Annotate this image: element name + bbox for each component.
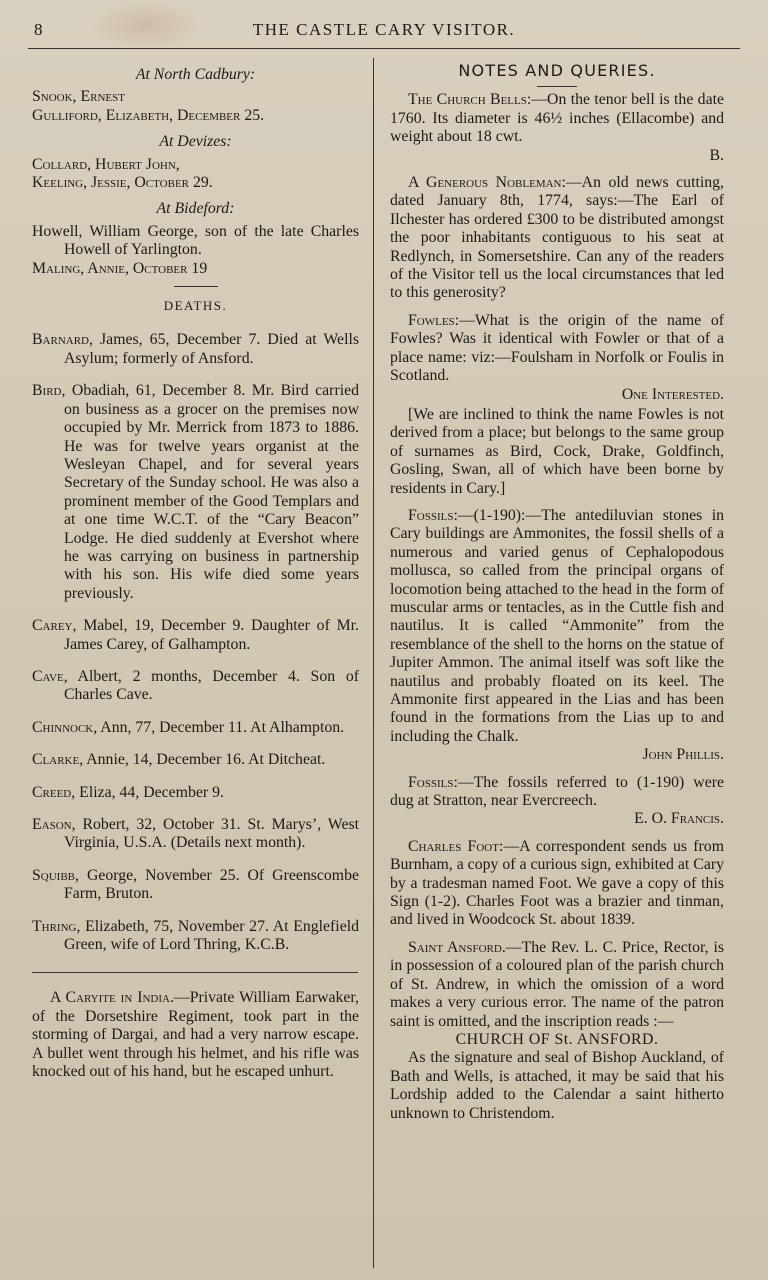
place-heading: At Bideford: (156, 200, 235, 218)
note-lead: Saint Ansford. (408, 938, 506, 956)
death-entry (32, 617, 359, 654)
death-text: James, 65, December 7. Died at Wells Asylum; formerly of Ansford. (64, 331, 359, 367)
death-entry (32, 382, 359, 603)
note-item (390, 507, 724, 765)
marriage-section (32, 66, 359, 133)
death-name: Barnard, (32, 331, 93, 349)
caryite-text: —Private William Earwaker, of the Dorsetshire Regiment, took part in the storming of Dargai, and had a very narrow escape. A bullet went through his helmet, and his rifle was knocked out of his hand, but he escaped unhurt. (32, 989, 359, 1081)
left-column (32, 66, 359, 1081)
marriage-section (32, 200, 359, 278)
marriage-entry: Snook, Ernest (32, 88, 125, 106)
section-rule (32, 972, 358, 973)
note-text: —The fossils referred to (1-190) were dug at Stratton, near Evercreech. (390, 773, 724, 810)
death-name: Clarke, (32, 751, 84, 769)
note-item (390, 91, 724, 165)
place-heading: At North Cadbury: (135, 66, 256, 83)
deaths-heading: DEATHS. (163, 298, 228, 314)
section-rule (537, 86, 577, 87)
marriage-entry: Maling, Annie, October 19 (32, 259, 208, 277)
death-entry (32, 867, 359, 904)
note-text: —A correspondent sends us from Burnham, a copy of a curious sign, exhibited at Cary by a tradesman named Foot. We gave a copy of this Sign (1-2). Charles Foot was a brazier and tinman, and lived in Woodcock St. about 1839. (390, 837, 724, 929)
caryite-lead: A Caryite in India. (50, 989, 174, 1007)
death-entry (32, 751, 359, 769)
note-text: [We are inclined to think the name Fowles is not derived from a place; but belongs to the same group of surnames as Bird, Cock, Drake, Goldfinch, Gosling, Swan, all of which have been borne by residents in Cary.] (390, 405, 724, 497)
death-text: George, November 25. Of Greenscombe Farm, Bruton. (64, 866, 360, 903)
header-rule (28, 48, 740, 49)
church-inscription: CHURCH OF St. ANSFORD. (455, 1030, 659, 1048)
death-name: Eason, (32, 816, 76, 833)
note-text: —The Rev. L. C. Price, Rector, is in possession of a coloured plan of the parish church of St. Andrew, in which the omission of a word makes a very curious error. The name of the patron saint is omitted, and the inscription reads :— (390, 938, 724, 1030)
note-lead: The Church Bells: (408, 91, 532, 109)
note-text: —On the tenor bell is the date 1760. Its diameter is 46½ inches (Ellacombe) and weight about 18 cwt. (390, 91, 724, 146)
death-entry (32, 719, 359, 737)
note-lead: Fowles: (408, 311, 460, 329)
death-text: Elizabeth, 75, November 27. At Englefield Green, wife of Lord Thring, K.C.B. (64, 917, 359, 954)
note-item (390, 774, 724, 829)
death-text: Ann, 77, December 11. At Alhampton. (100, 718, 345, 736)
caryite-paragraph (32, 989, 359, 1081)
column-divider (373, 58, 374, 1268)
note-lead: Charles Foot: (408, 837, 504, 855)
note-item (390, 939, 724, 1031)
death-name: Cave, (32, 667, 68, 685)
note-item (390, 174, 724, 303)
note-signature: B. (709, 146, 724, 164)
death-entry (32, 784, 359, 802)
death-text: Mabel, 19, December 9. Daughter of Mr. James Carey, of Galhampton. (64, 617, 359, 653)
place-heading: At Devizes: (159, 133, 232, 151)
death-text: Obadiah, 61, December 8. Mr. Bird carried on business as a grocer on the premises now occupied by Mr. Merrick from 1873 to 1886. He was for twelve years organist at the Wesleyan Chapel, and for several years Secretary of the Sunday school. He was also a prominent member of the Good Templars and at one time W.C.T. of the “Cary Beacon” Lodge. He died suddenly at Evershot where he was carrying on business in partnership with his son. His wife died some years previously. (64, 382, 360, 602)
note-text: —An old news cutting, dated January 8th, 1774, says:—The Earl of Ilchester has ordered £300 to be distributed amongst the poor inhabitants contiguous to his seat at Redlynch, in Somersetshire. Can any of the readers of the Visitor tell us the local circumstances that led to this generosity? (390, 174, 724, 302)
marriage-section (32, 133, 359, 200)
death-entry (32, 918, 359, 955)
death-text: Eliza, 44, December 9. (79, 783, 224, 801)
note-text: —What is the origin of the name of Fowles? Was it identical with Fowler or that of a place name: viz:—Foulsham in Norfolk or Foulis in Scotland. (390, 311, 724, 385)
death-name: Squibb, (32, 866, 79, 884)
death-name: Chinnock, (32, 718, 98, 736)
marriage-entry: Howell, William George, son of the late Charles Howell of Yarlington. (32, 222, 359, 259)
page-number: 8 (34, 20, 43, 39)
note-lead: Fossils: (408, 506, 458, 524)
note-lead: Fossils: (408, 773, 458, 791)
note-text: —(1-190):—The antediluvian stones in Cary buildings are Ammonites, the fossil shells of a numerous and varied genus of Cephalopodous mollusca, so called from the principal organs of locomotion being attached to the head in the form of muscular arms or tentacles, as in the Cuttle fish and nautilus. It is called “Ammonite” from the resemblance of the shell to the horns on the statue of Jupiter Ammon. The animal itself was soft like the nautilus and probably floated on its keel. The Ammonite first appeared in the Lias and has been found in the formations from the Lias up to and including the Chalk. (390, 506, 724, 745)
death-name: Bird, (32, 382, 66, 400)
death-entry (32, 331, 359, 368)
death-text: Annie, 14, December 16. At Ditcheat. (86, 751, 326, 769)
running-header (0, 18, 768, 46)
note-item (390, 312, 724, 404)
publication-title: THE CASTLE CARY VISITOR. (252, 20, 516, 39)
closing-paragraph: As the signature and seal of Bishop Auckland, of Bath and Wells, is attached, it may be said that his Lordship added to the Calendar a saint hitherto unknown to Christendom. (390, 1049, 724, 1122)
death-text: Albert, 2 months, December 4. Son of Charles Cave. (64, 667, 360, 704)
marriage-entry (32, 107, 359, 125)
note-signature: E. O. Francis. (634, 810, 724, 828)
note-item (390, 406, 724, 498)
death-entry (32, 816, 359, 853)
notes-heading: NOTES AND QUERIES. (458, 61, 656, 80)
marriage-entry-text: Gulliford, Elizabeth, December 25. (32, 106, 265, 124)
note-lead: A Generous Nobleman: (408, 174, 566, 192)
death-text: Robert, 32, October 31. St. Marys’, West Virginia, U.S.A. (Details next month). (64, 816, 359, 852)
death-name: Thring, (32, 917, 81, 935)
right-column (390, 62, 724, 1132)
section-rule (174, 286, 218, 287)
marriage-entry: Keeling, Jessie, October 29. (32, 174, 213, 192)
death-entry (32, 668, 359, 705)
note-signature: John Phillis. (642, 746, 724, 764)
death-name: Creed, (32, 783, 76, 801)
note-signature: One Interested. (621, 385, 724, 403)
death-name: Carey, (32, 617, 77, 635)
note-item (390, 838, 724, 930)
marriage-entry: Collard, Hubert John, (32, 155, 180, 173)
